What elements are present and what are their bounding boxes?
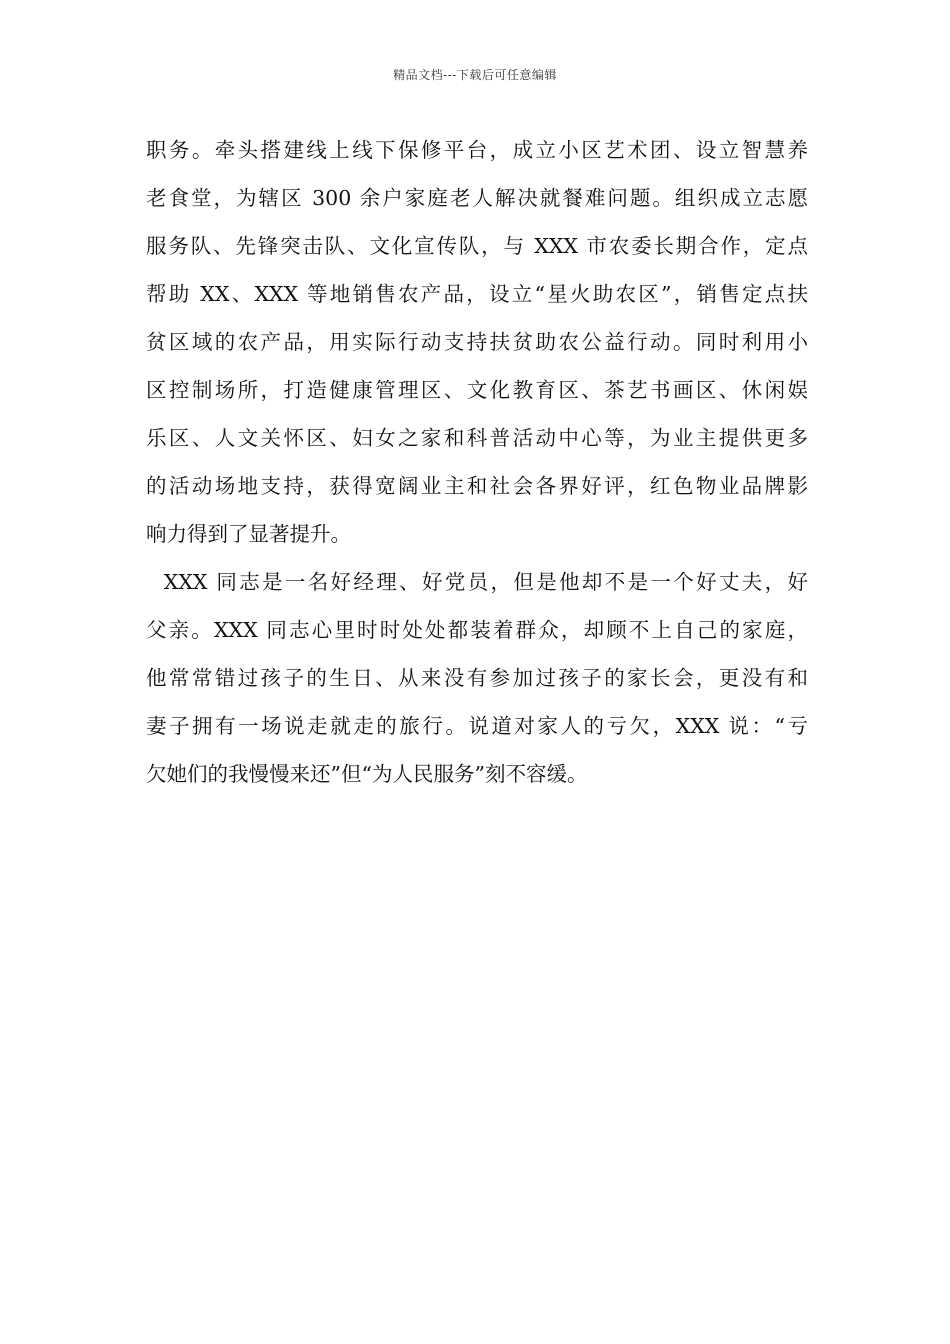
- text-line: 区控制场所，打造健康管理区、文化教育区、茶艺书画区、休闲娱: [146, 378, 808, 402]
- text-line: 妻子拥有一场说走就走的旅行。说道对家人的亏欠，XXX 说：“亏: [146, 714, 808, 738]
- text-line: 老食堂，为辖区 300 余户家庭老人解决就餐难问题。组织成立志愿: [146, 186, 808, 210]
- page-header: 精品文档---下载后可任意编辑: [393, 68, 557, 82]
- text-line: 他常常错过孩子的生日、从来没有参加过孩子的家长会，更没有和: [146, 666, 808, 690]
- text-line: 响力得到了显著提升。: [146, 522, 351, 546]
- text-line: XXX 同志是一名好经理、好党员，但是他却不是一个好丈夫，好: [146, 570, 808, 594]
- text-line: 父亲。XXX 同志心里时时处处都装着群众，却顾不上自己的家庭，: [146, 618, 808, 642]
- paragraph: [146, 558, 808, 798]
- text-line: 乐区、人文关怀区、妇女之家和科普活动中心等，为业主提供更多: [146, 426, 808, 450]
- text-line: 的活动场地支持，获得宽阔业主和社会各界好评，红色物业品牌影: [146, 474, 808, 498]
- text-line: 贫区域的农产品，用实际行动支持扶贫助农公益行动。同时利用小: [146, 330, 808, 354]
- text-line: 服务队、先锋突击队、文化宣传队，与 XXX 市农委长期合作，定点: [146, 234, 808, 258]
- document-body: [146, 126, 808, 798]
- paragraph: [146, 126, 808, 558]
- text-line: 欠她们的我慢慢来还”但“为人民服务”刻不容缓。: [146, 762, 588, 786]
- text-line: 职务。牵头搭建线上线下保修平台，成立小区艺术团、设立智慧养: [146, 138, 808, 162]
- text-line: 帮助 XX、XXX 等地销售农产品，设立“星火助农区”，销售定点扶: [146, 282, 808, 306]
